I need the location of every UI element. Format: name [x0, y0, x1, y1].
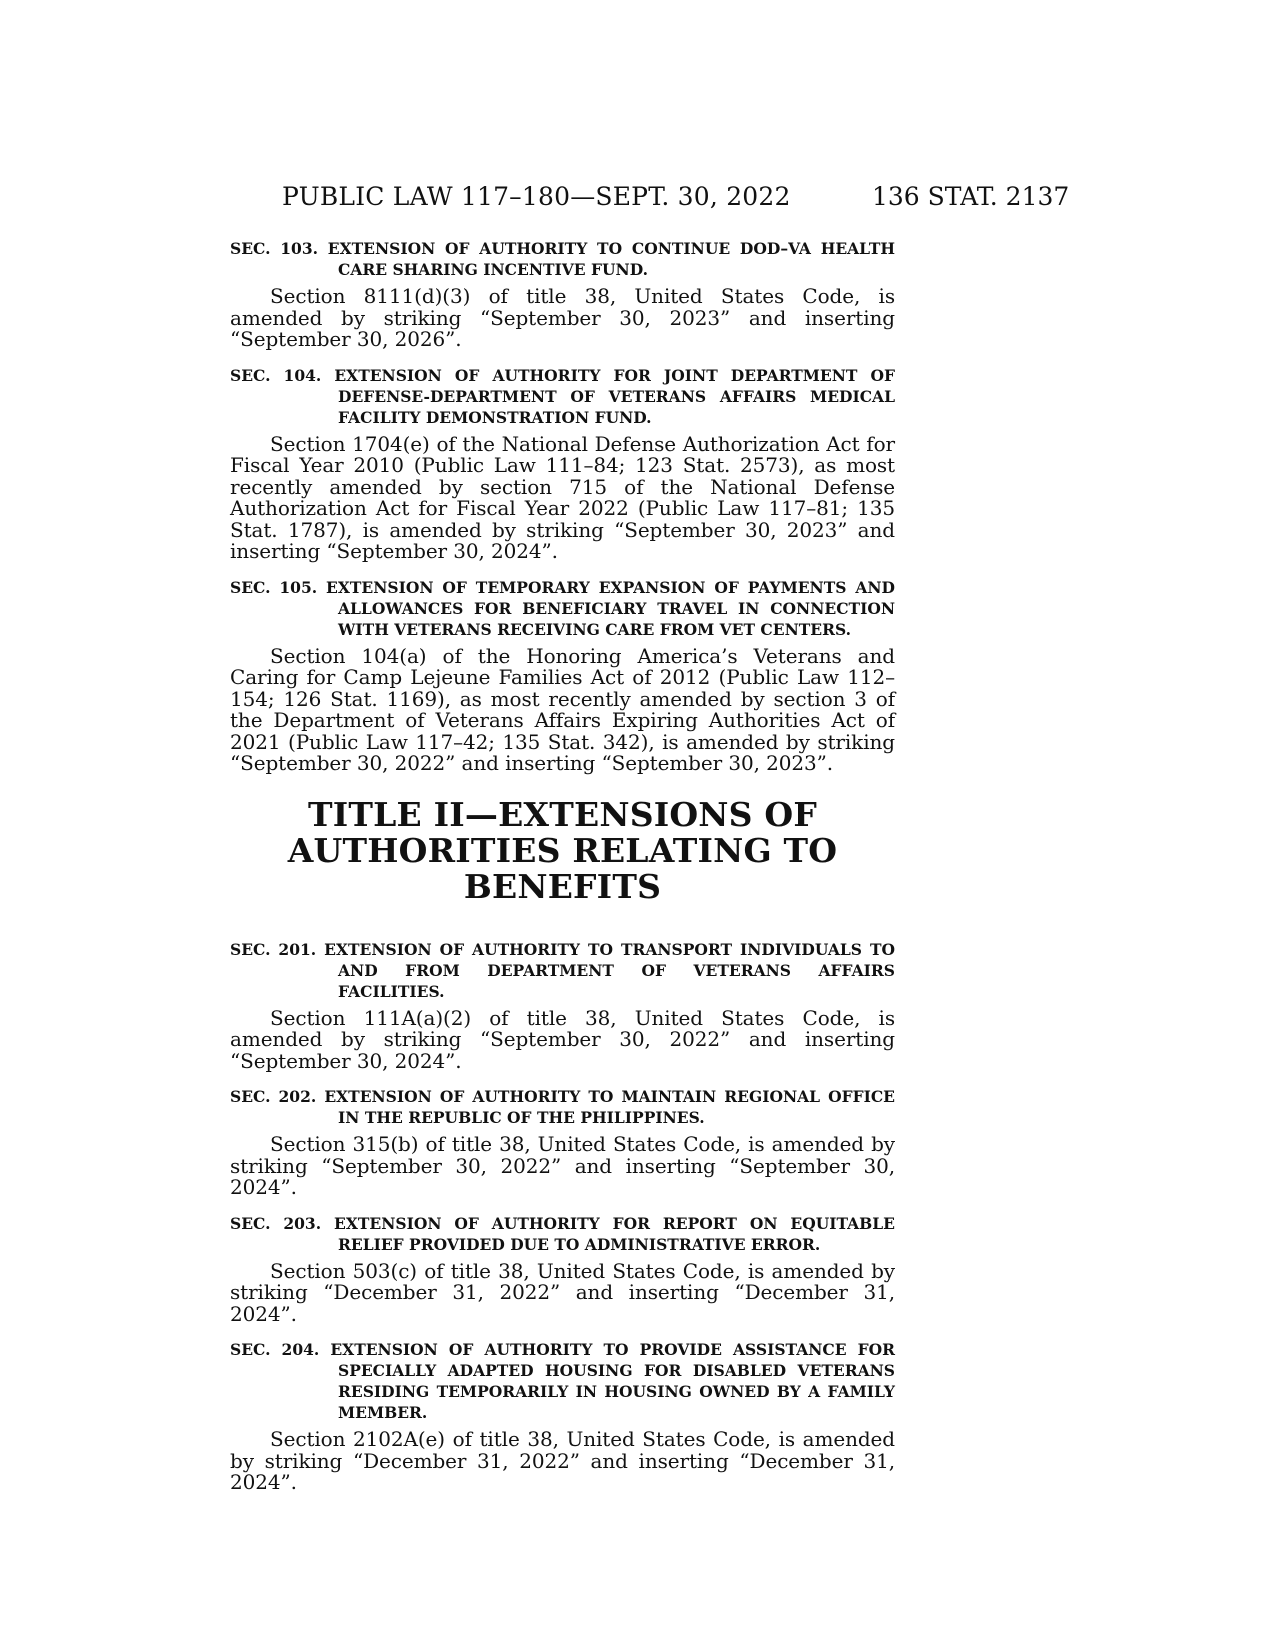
section-heading: SEC. 103. EXTENSION OF AUTHORITY TO CONTINUE DOD–VA HEALTH CARE SHARING INCENTIVE FUND. [230, 239, 895, 279]
section-105 [230, 577, 895, 775]
document-body [230, 238, 895, 1508]
running-head-title: PUBLIC LAW 117–180—SEPT. 30, 2022 [282, 182, 791, 211]
section-text: Section 315(b) of title 38, United States Code, is amended by striking “September 30, 2022” and inserting “September 30, 2024”. [230, 1132, 895, 1199]
section-text: Section 1704(e) of the National Defense Authorization Act for Fiscal Year 2010 (Public Law 111–84; 123 Stat. 2573), as most recently amended by section 715 of the National Defense Authorization Act for Fiscal Year 2022 (Public Law 117–81; 135 Stat. 1787), is amended by striking “September 30, 2023” and inserting “September 30, 2024”. [230, 431, 895, 563]
title-line-2: AUTHORITIES RELATING TO BENEFITS [287, 830, 838, 906]
section-heading: SEC. 104. EXTENSION OF AUTHORITY FOR JOINT DEPARTMENT OF DEFENSE-DEPARTMENT OF VETERANS AFFAIRS MEDICAL FACILITY DEMONSTRATION FUND. [230, 365, 895, 427]
section-text: Section 2102A(e) of title 38, United States Code, is amended by striking “December 31, 2022” and inserting “December 31, 2024”. [230, 1427, 895, 1494]
section-103 [230, 238, 895, 351]
section-heading: SEC. 203. EXTENSION OF AUTHORITY FOR REPORT ON EQUITABLE RELIEF PROVIDED DUE TO ADMINISTRATIVE ERROR. [230, 1213, 895, 1254]
title-line-1: TITLE II—EXTENSIONS OF [308, 794, 817, 834]
section-heading: SEC. 105. EXTENSION OF TEMPORARY EXPANSION OF PAYMENTS AND ALLOWANCES FOR BENEFICIARY TRAVEL IN CONNECTION WITH VETERANS RECEIVING CARE FROM VET CENTERS. [230, 577, 895, 639]
section-heading: SEC. 201. EXTENSION OF AUTHORITY TO TRANSPORT INDIVIDUALS TO AND FROM DEPARTMENT OF VETERANS AFFAIRS FACILITIES. [230, 939, 895, 1001]
section-text: Section 503(c) of title 38, United States Code, is amended by striking “December 31, 2022” and inserting “December 31, 2024”. [230, 1258, 895, 1326]
page-number: 136 STAT. 2137 [872, 182, 1070, 211]
section-201 [230, 939, 895, 1073]
section-202 [230, 1086, 895, 1199]
section-heading: SEC. 202. EXTENSION OF AUTHORITY TO MAINTAIN REGIONAL OFFICE IN THE REPUBLIC OF THE PHILIPPINES. [230, 1087, 895, 1127]
title-heading [218, 794, 907, 906]
running-head [0, 182, 1275, 222]
section-204 [230, 1339, 895, 1494]
section-heading: SEC. 204. EXTENSION OF AUTHORITY TO PROVIDE ASSISTANCE FOR SPECIALLY ADAPTED HOUSING FOR DISABLED VETERANS RESIDING TEMPORARILY IN HOUSING OWNED BY A FAMILY MEMBER. [230, 1340, 895, 1422]
section-203 [230, 1213, 895, 1326]
section-text: Section 8111(d)(3) of title 38, United States Code, is amended by striking “September 30, 2023” and inserting “September 30, 2026”. [230, 284, 895, 351]
section-104 [230, 365, 895, 563]
section-text: Section 104(a) of the Honoring America’s Veterans and Caring for Camp Lejeune Families Act of 2012 (Public Law 112–154; 126 Stat. 1169), as most recently amended by section 3 of the Department of Veterans Affairs Expiring Authorities Act of 2021 (Public Law 117–42; 135 Stat. 342), is amended by striking “September 30, 2022” and inserting “September 30, 2023”. [230, 643, 895, 775]
section-text: Section 111A(a)(2) of title 38, United States Code, is amended by striking “September 30, 2022” and inserting “September 30, 2024”. [230, 1005, 895, 1073]
